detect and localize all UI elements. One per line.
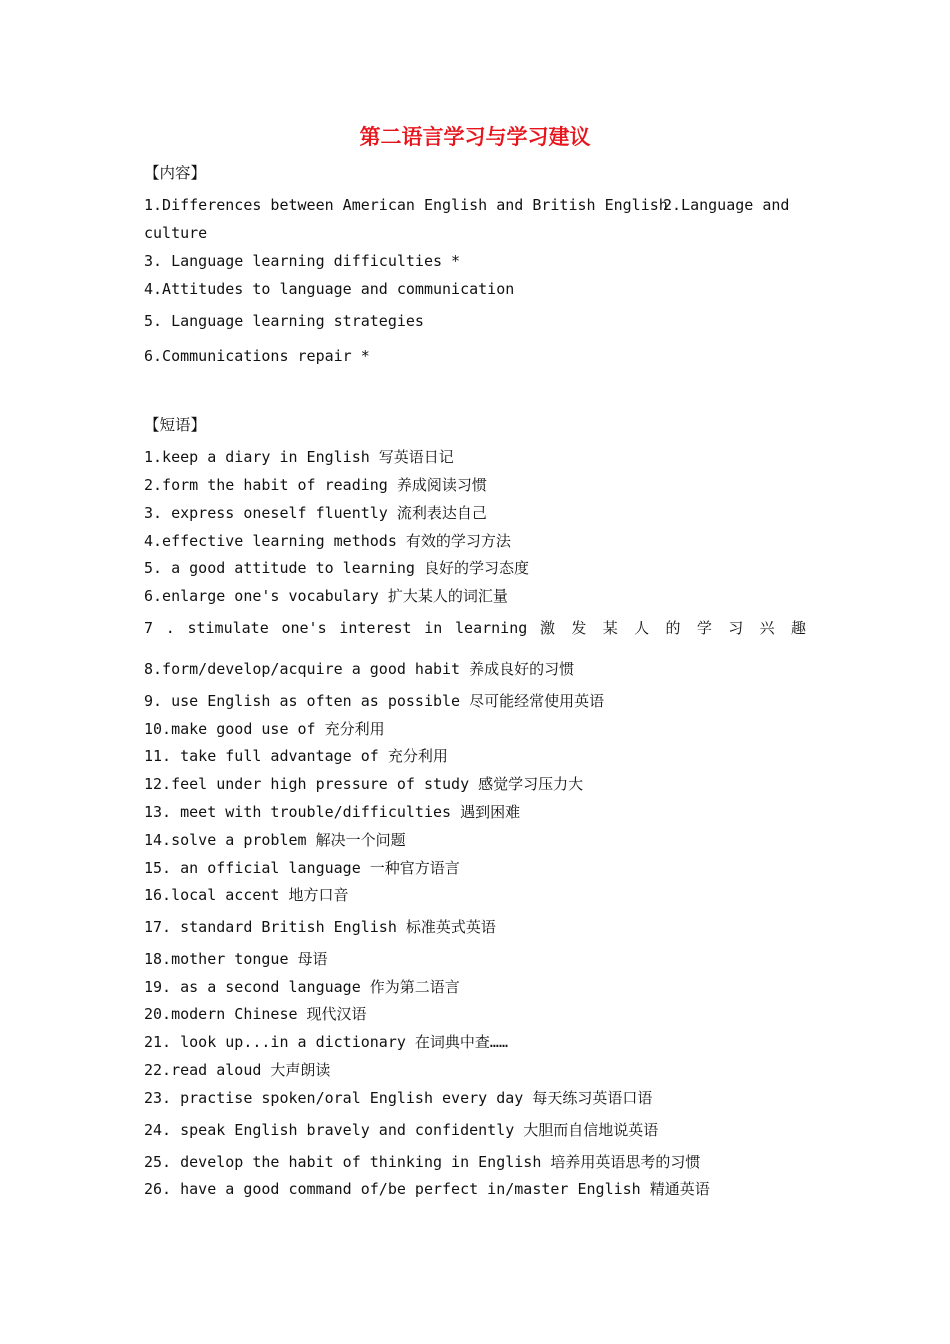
contents-item-4: 4.Attitudes to language and communication — [144, 280, 515, 298]
phrase-item: 17. standard British English 标准英式英语 — [144, 918, 496, 936]
phrase-item: 1.keep a diary in English 写英语日记 — [144, 448, 454, 466]
phrase-item: 7 . stimulate one's interest in learning 激 发 某 人 的 学 习 兴 趣 — [144, 619, 806, 637]
phrase-item: 25. develop the habit of thinking in English 培养用英语思考的习惯 — [144, 1153, 701, 1171]
contents-item-1: 1.Differences between American English and British English — [144, 196, 668, 214]
phrase-item: 18.mother tongue 母语 — [144, 950, 328, 968]
page-title: 第二语言学习与学习建议 — [359, 124, 591, 149]
phrase-item: 12.feel under high pressure of study 感觉学习压力大 — [144, 775, 584, 793]
phrase-item: 3. express oneself fluently 流利表达自己 — [144, 504, 487, 522]
phrase-item: 20.modern Chinese 现代汉语 — [144, 1005, 367, 1023]
phrase-item: 13. meet with trouble/difficulties 遇到困难 — [144, 803, 521, 821]
phrase-item: 4.effective learning methods 有效的学习方法 — [144, 532, 511, 550]
phrase-item: 2.form the habit of reading 养成阅读习惯 — [144, 476, 487, 494]
phrases-heading: 【短语】 — [144, 416, 207, 434]
phrase-item: 15. an official language 一种官方语言 — [144, 859, 460, 877]
phrase-item: 16.local accent 地方口音 — [144, 886, 349, 904]
phrase-item: 9. use English as often as possible 尽可能经常使用英语 — [144, 692, 605, 710]
contents-item-2-continued: culture — [144, 224, 208, 242]
phrase-item: 5. a good attitude to learning 良好的学习态度 — [144, 559, 529, 577]
phrase-item: 8.form/develop/acquire a good habit 养成良好的习惯 — [144, 660, 575, 678]
phrase-item: 19. as a second language 作为第二语言 — [144, 978, 460, 996]
phrase-item: 21. look up...in a dictionary 在词典中查…… — [144, 1033, 508, 1051]
phrase-item: 22.read aloud 大声朗读 — [144, 1061, 331, 1079]
phrase-item: 10.make good use of 充分利用 — [144, 720, 385, 738]
phrase-item: 24. speak English bravely and confidently 大胆而自信地说英语 — [144, 1121, 659, 1139]
contents-item-2: 2.Language and — [663, 196, 790, 214]
phrase-item: 26. have a good command of/be perfect in/master English 精通英语 — [144, 1180, 710, 1198]
phrase-item: 23. practise spoken/oral English every day 每天练习英语口语 — [144, 1089, 653, 1107]
contents-item-6: 6.Communications repair * — [144, 347, 370, 365]
phrase-item: 11. take full advantage of 充分利用 — [144, 747, 448, 765]
contents-heading: 【内容】 — [144, 164, 207, 182]
contents-item-3: 3. Language learning difficulties * — [144, 252, 461, 270]
phrase-item: 6.enlarge one's vocabulary 扩大某人的词汇量 — [144, 587, 508, 605]
contents-item-5: 5. Language learning strategies — [144, 312, 424, 330]
phrase-item: 14.solve a problem 解决一个问题 — [144, 831, 406, 849]
